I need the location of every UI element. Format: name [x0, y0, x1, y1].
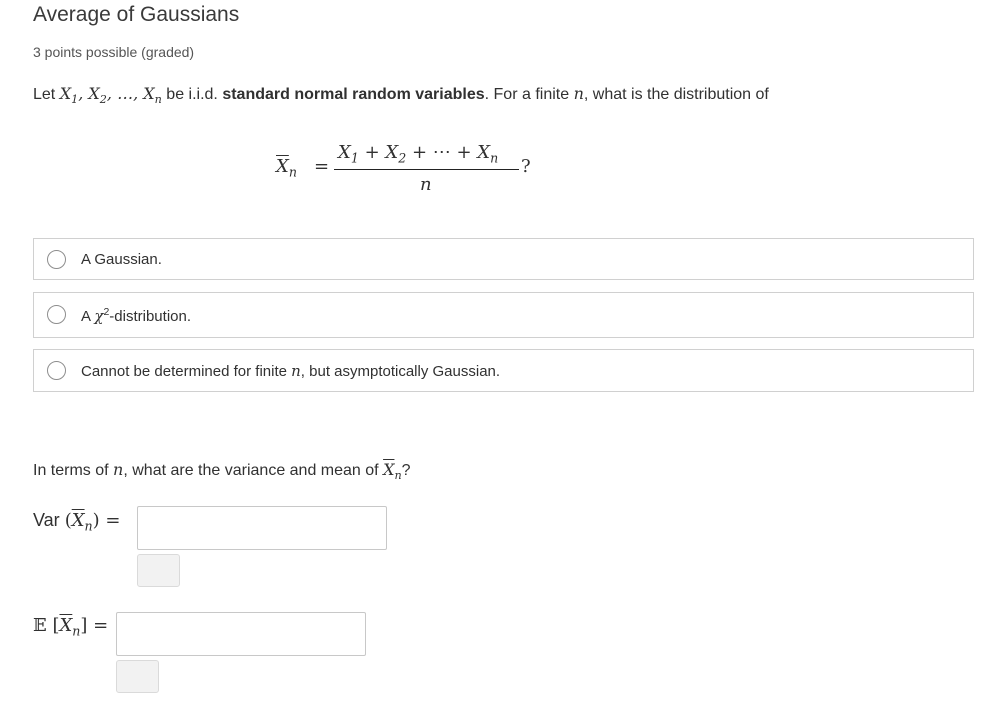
prompt-bold-text: standard normal random variables — [222, 86, 485, 103]
variance-label: Var $(\overline{X}_n)$ = — [33, 510, 121, 534]
mean-input[interactable] — [116, 612, 366, 656]
formula-numerator: $X_1 + X_2$ + ⋯ + $X_n$ — [338, 142, 499, 166]
variance-preview — [137, 554, 180, 587]
sample-mean-math: $\overline{X}_n$ — [383, 460, 402, 483]
choice-label-suffix: -distribution. — [109, 308, 191, 325]
variance-input[interactable] — [137, 506, 387, 550]
question-1-prompt — [33, 84, 769, 106]
choice-label: A Gaussian. — [81, 251, 162, 268]
chi-math: χ — [94, 307, 104, 325]
prompt-text: Let — [33, 86, 60, 103]
choice-label-prefix: Cannot be determined for finite — [81, 363, 292, 380]
choice-asymptotic[interactable] — [33, 349, 974, 392]
choice-chi-squared[interactable] — [33, 292, 974, 338]
radio-button[interactable] — [47, 361, 66, 380]
problem-title: Average of Gaussians — [33, 3, 240, 26]
choice-label-suffix: , but asymptotically Gaussian. — [300, 363, 501, 380]
formula-equals: = — [314, 156, 330, 177]
formula-question-mark: ? — [521, 156, 531, 177]
prompt-text: In terms of — [33, 462, 114, 479]
variables-math: $X_1$, $X_2$, …, $X_n$ — [59, 84, 162, 107]
n-math: n — [113, 460, 124, 479]
chi-exponent: 2 — [103, 306, 110, 318]
prompt-text: . For a finite — [484, 86, 574, 103]
formula-lhs: $\overline{X}_n$ — [276, 156, 297, 180]
mean-label: 𝔼 $[\overline{X}_n]$ = — [33, 615, 109, 639]
choice-label — [81, 362, 500, 380]
choice-label-prefix: A — [81, 308, 95, 325]
radio-button[interactable] — [47, 305, 66, 324]
fraction-bar — [334, 169, 519, 170]
prompt-text: , what are the variance and mean of — [123, 462, 384, 479]
sample-mean-formula — [276, 142, 546, 202]
choice-gaussian[interactable] — [33, 238, 974, 280]
formula-denominator: n — [420, 174, 432, 195]
mean-preview — [116, 660, 159, 693]
choice-label — [81, 306, 191, 325]
prompt-text: , what is the distribution of — [583, 86, 769, 103]
n-math: n — [573, 84, 584, 103]
n-math: n — [291, 362, 301, 380]
points-possible: 3 points possible (graded) — [33, 44, 195, 60]
radio-button[interactable] — [47, 250, 66, 269]
question-2-prompt — [33, 460, 411, 482]
prompt-text: be i.i.d. — [161, 86, 223, 103]
prompt-text: ? — [401, 462, 411, 479]
